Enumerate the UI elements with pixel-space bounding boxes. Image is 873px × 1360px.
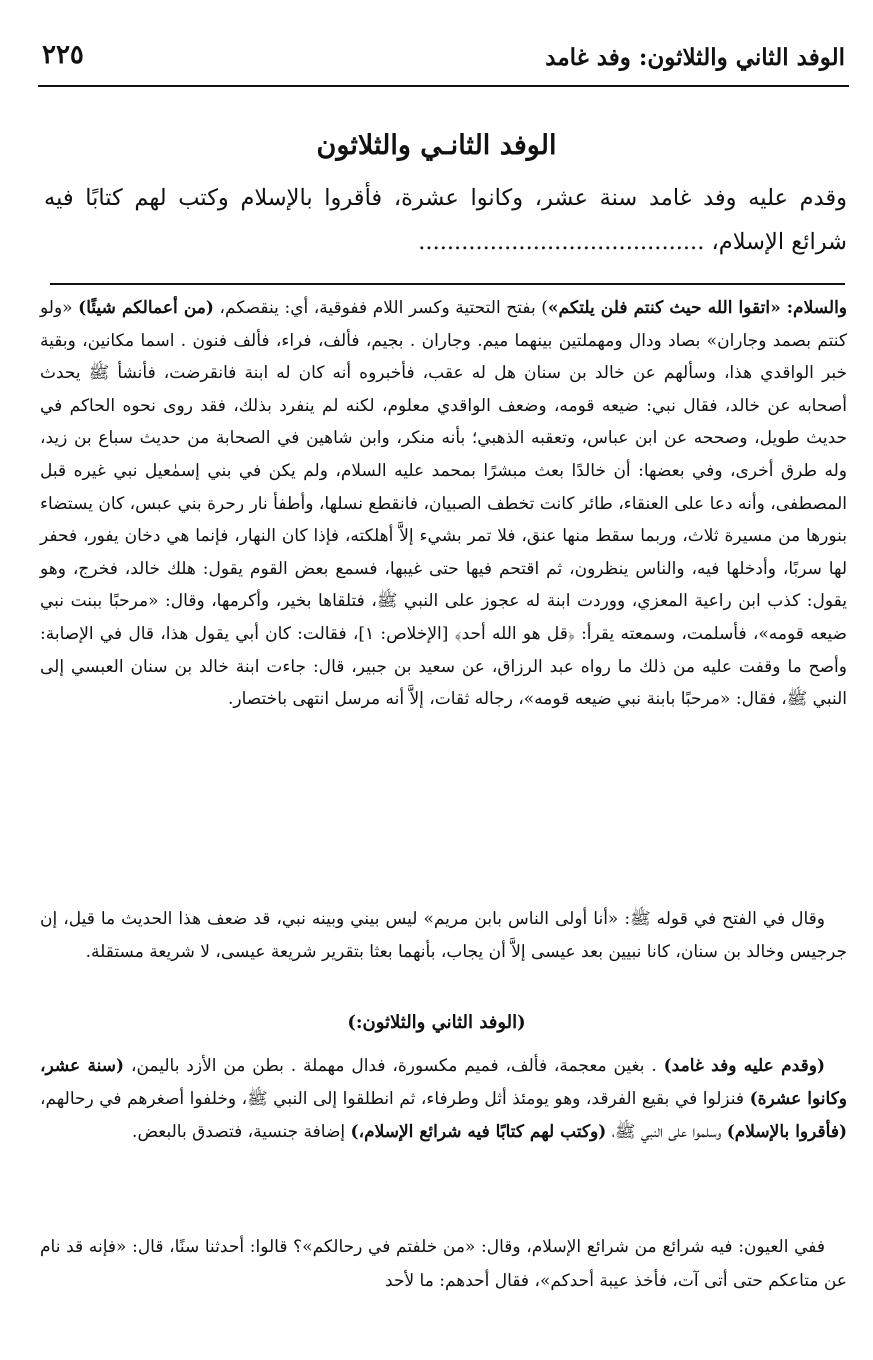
page-number: ٢٢٥ (42, 40, 84, 70)
commentary-paragraph-1-text (40, 292, 847, 716)
commentary-paragraph-2-text: وقال في الفتح في قوله ﷺ: «أنا أولى الناس بابن مريم» ليس بيني وبينه نبي، قد ضعف هذا الحديث ما قيل، إن جرجيس وخالد بن سنان، كانا نبيين بعد عيسى إلاَّ أن يجاب، بأنهما بعثا بتقرير شريعة عيسى، لا شريعة مستقلة. (40, 909, 847, 962)
running-title: الوفد الثاني والثلاثون: وفد غامد (545, 44, 845, 71)
commentary-paragraph-4 (40, 1230, 847, 1298)
commentary-paragraph-3-run-7: (وكتب لهم كتابًا فيه شرائع الإسلام،) (350, 1122, 607, 1142)
main-text-dots: ........................................ (418, 229, 705, 255)
main-text (44, 176, 847, 264)
commentary-paragraph-1-run-2: ) بفتح التحتية وكسر اللام ففوقية، أي: ينقصكم، (213, 298, 548, 318)
commentary-paragraph-3-run-5: (فأقروا بالإسلام) (726, 1122, 847, 1142)
commentary-paragraph-3-run-3: (سنة عشر، وكانوا عشرة) (40, 1056, 848, 1109)
commentary-paragraph-3-run-4: فنزلوا في بقيع الفرقد، وهو يومئذ أثل وطرفاء، ثم انطلقوا إلى النبي ﷺ، وخلفوا أصغرهم في رحالهم، (40, 1089, 750, 1109)
commentary-paragraph-4-text: ففي العيون: فيه شرائع من شرائع الإسلام، وقال: «من خلفتم في رحالكم»؟ قالوا: أحدثنا سنًا، قال: «فإنه قد نام عن متاعكم حتى أتى آت، فأخذ عيبة أحدكم»، فقال أحدهم: ما لأحد (40, 1237, 847, 1291)
commentary-paragraph-3 (40, 1050, 847, 1149)
commentary-paragraph-1-run-3: (من أعمالكم شيئًا) (78, 298, 214, 318)
commentary-paragraph-3-run-1: (وقدم عليه وفد غامد) (663, 1056, 825, 1076)
commentary-paragraph-3-run-6: وسلموا على النبي ﷺ، (606, 1122, 727, 1142)
commentary-paragraph-1 (40, 292, 847, 716)
commentary-paragraph-1-run-4: «ولو كنتم بصمد وجاران» بصاد ودال ومهملتين بينهما ميم. وجاران . بجيم، فألف، فراء، فألف فنون . اسما مكانين، وبقية خبر الواقدي هذا، وسألهم عن خالد بن سنان هل له عقب، فأخبروه أنه كان له ابنة فانقرضت، فأنشأ ﷺ يحدث أصحابه عن خالد، فقال نبي: ضيعه قومه، وضعف الواقدي معلوم، لكنه لم ينفرد بذلك، فقد روى نحوه الحاكم في حديث طويل، وصححه عن ابن عباس، وتعقبه الذهبي؛ بأنه منكر، وابن شاهين في الصحابة من حديث سباع بن زيد، وله طرق أخرى، وفي بعضها: أن خالدًا بعث مبشرًا بمحمد عليه السلام، ولم يكن في بني إسمٰعيل نبي غيره قبل المصطفى، وأنه دعا على العنقاء، طائر كانت تخطف الصبيان، فانقطع نسلها، وأطفأ نار رحرة بني عبس، كان يستضاء بنورها من مسيرة ثلاث، وربما سقط منها عنق، فلا تمر بشيء إلاَّ أهلكته، فإذا كان النهار، فإنما هي دخان يفور، فحفر لها سربًا، وأدخلها فيه، والناس ينظرون، ثم اقتحم فيها حتى غيبها، فسمع بعض القوم يقول: هلك خالد، فخرج، وهو يقول: كذب ابن راعية المعزي، ووردت ابنة له عجوز على النبي ﷺ، فتلقاها بخير، وأكرمها، وقال: «مرحبًا ببنت نبي ضيعه قومه»، فأسلمت، وسمعته يقرأ: ﴿قل هو الله أحد﴾ [الإخلاص: ١]، فقالت: كان أبي يقول هذا، قال في الإصابة: وأصح ما وقفت عليه من ذلك ما رواه عبد الرزاق، عن سعيد بن جبير، قال: جاءت ابنة خالد بن سنان العبسي إلى النبي ﷺ، فقال: «مرحبًا بابنة نبي ضيعه قومه»، رجاله ثقات، إلاَّ أنه مرسل انتهى باختصار. (40, 298, 848, 710)
main-text-divider (50, 283, 845, 285)
section-title: الوفد الثانـي والثلاثون (316, 130, 557, 161)
header-divider (38, 85, 849, 87)
commentary-paragraph-3-run-2: . بغين معجمة، فألف، فميم مكسورة، فدال مهملة . بطن من الأزد باليمن، (124, 1056, 664, 1076)
commentary-subheading: (الوفد الثاني والثلاثون:) (347, 1012, 526, 1033)
commentary-paragraph-3-run-8: إضافة جنسية، فتصدق بالبعض. (132, 1122, 351, 1142)
main-text-body: وقدم عليه وفد غامد سنة عشر، وكانوا عشرة، فأقروا بالإسلام وكتب لهم كتابًا فيه شرائع الإسلام، (44, 185, 847, 255)
commentary-paragraph-1-run-1: والسلام: «اتقوا الله حيث كنتم فلن يلتكم» (547, 298, 847, 318)
commentary-paragraph-2 (40, 903, 847, 968)
commentary-paragraph-3-text (40, 1050, 847, 1149)
page-header (40, 40, 845, 80)
